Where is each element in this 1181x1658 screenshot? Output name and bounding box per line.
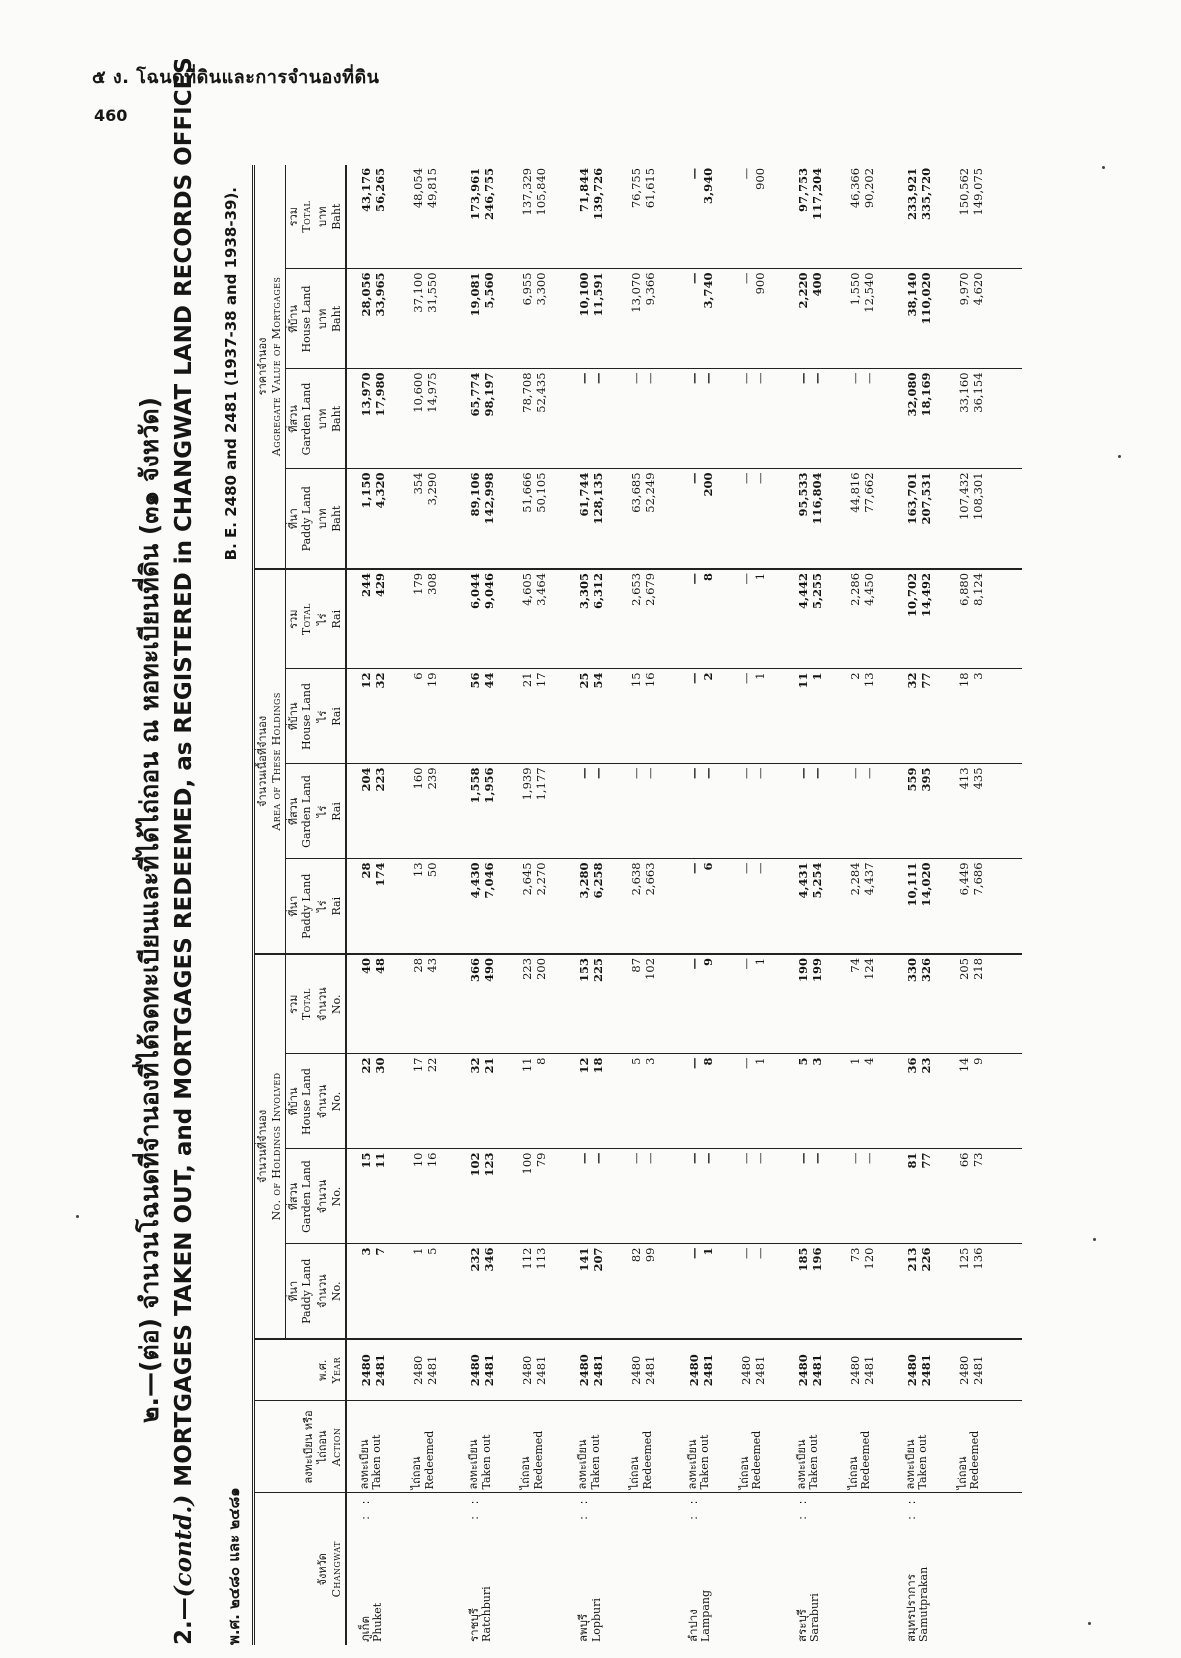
value-total-redeemed: 150,562 149,075 — [956, 165, 1022, 269]
holdings-paddy-taken: 3 7 — [346, 1244, 411, 1339]
holdings-house-taken: — 8 — [675, 1054, 738, 1149]
col-total: รวม Total — [285, 569, 315, 669]
group-value: ราคาจำนอง Aggregate Value of Mortgages — [254, 165, 286, 569]
holdings-total-taken: 40 48 — [346, 954, 411, 1054]
area-paddy-taken: 28 174 — [346, 859, 411, 954]
value-total-taken: — 3,940 — [675, 165, 738, 269]
area-paddy-redeemed: 6,449 7,686 — [956, 859, 1022, 954]
holdings-garden-redeemed: — — — [628, 1149, 674, 1244]
value-paddy-taken: — 200 — [675, 469, 738, 569]
value-house-taken: 19,081 5,560 — [456, 269, 519, 369]
value-garden-taken: — — — [565, 369, 628, 469]
holdings-garden-taken: — — — [675, 1149, 738, 1244]
area-total-redeemed: — 1 — [738, 569, 784, 669]
table-row — [847, 165, 893, 1645]
mortgage-table — [252, 165, 1022, 1645]
scan-speck — [1102, 166, 1105, 169]
value-total-redeemed: 46,366 90,202 — [847, 165, 893, 269]
value-garden-redeemed: 33,160 36,154 — [956, 369, 1022, 469]
area-total-redeemed: 2,653 2,679 — [628, 569, 674, 669]
area-house-redeemed: 18 3 — [956, 669, 1022, 764]
col-paddy: ที่นา Paddy Land — [285, 859, 315, 954]
area-house-redeemed: 15 16 — [628, 669, 674, 764]
area-house-redeemed: 21 17 — [519, 669, 565, 764]
action-redeemed: ไถ่ถอน Redeemed — [956, 1401, 1022, 1493]
changwat-cell: : : ลำปาง Lampang — [685, 1496, 712, 1642]
area-total-taken: — 8 — [675, 569, 738, 669]
title-rest: MORTGAGES TAKEN OUT, and MORTGAGES REDEEMED, as REGISTERED in CHANGWAT LAND RECORDS OFFICES — [171, 57, 197, 1495]
unit-baht: บาท Baht — [315, 269, 346, 369]
value-total-redeemed: 137,329 105,840 — [519, 165, 565, 269]
group-area: จำนวนเนื้อที่จำนอง Area of These Holdings — [254, 569, 286, 954]
value-paddy-taken: 163,701 207,531 — [893, 469, 956, 569]
value-house-taken: 2,220 400 — [784, 269, 847, 369]
holdings-paddy-taken: 213 226 — [893, 1244, 956, 1339]
area-paddy-taken: 3,280 6,258 — [565, 859, 628, 954]
holdings-total-taken: 190 199 — [784, 954, 847, 1054]
holdings-total-redeemed: 87 102 — [628, 954, 674, 1054]
area-paddy-redeemed: 2,638 2,663 — [628, 859, 674, 954]
value-house-redeemed: 1,550 12,540 — [847, 269, 893, 369]
holdings-garden-redeemed: 66 73 — [956, 1149, 1022, 1244]
col-changwat: จังหวัด Changwat — [254, 1493, 346, 1645]
area-house-taken: 56 44 — [456, 669, 519, 764]
holdings-paddy-redeemed: 112 113 — [519, 1244, 565, 1339]
holdings-paddy-taken: 232 346 — [456, 1244, 519, 1339]
table-row — [956, 165, 1022, 1645]
action-redeemed: ไถ่ถอน Redeemed — [519, 1401, 565, 1493]
value-house-taken: 28,056 33,965 — [346, 269, 411, 369]
table-row — [675, 165, 738, 1645]
unit-rai: ไร่ Rai — [315, 569, 346, 669]
value-paddy-taken: 95,533 116,804 — [784, 469, 847, 569]
year-cell: 2480 2481 — [738, 1339, 784, 1401]
area-garden-taken: 204 223 — [346, 764, 411, 859]
holdings-house-redeemed: 1 4 — [847, 1054, 893, 1149]
value-paddy-redeemed: 107,432 108,301 — [956, 469, 1022, 569]
holdings-paddy-redeemed: 125 136 — [956, 1244, 1022, 1339]
value-house-redeemed: 6,955 3,300 — [519, 269, 565, 369]
value-paddy-taken: 1,150 4,320 — [346, 469, 411, 569]
value-total-taken: 43,176 56,265 — [346, 165, 411, 269]
value-paddy-redeemed: — — — [738, 469, 784, 569]
value-house-redeemed: — 900 — [738, 269, 784, 369]
col-paddy: ที่นา Paddy Land — [285, 469, 315, 569]
holdings-garden-taken: — — — [784, 1149, 847, 1244]
year-cell: 2480 2481 — [784, 1339, 847, 1401]
changwat-cell: : : สมุทรปราการ Samutprakan — [903, 1496, 931, 1642]
area-paddy-redeemed: 2,284 4,437 — [847, 859, 893, 954]
holdings-paddy-taken: 185 196 — [784, 1244, 847, 1339]
area-house-taken: 12 32 — [346, 669, 411, 764]
value-paddy-redeemed: 51,666 50,105 — [519, 469, 565, 569]
value-garden-redeemed: 78,708 52,435 — [519, 369, 565, 469]
holdings-house-redeemed: 14 9 — [956, 1054, 1022, 1149]
value-garden-taken: — — — [675, 369, 738, 469]
area-house-taken: 32 77 — [893, 669, 956, 764]
value-total-taken: 97,753 117,204 — [784, 165, 847, 269]
action-taken-out: ลงทะเบียน Taken out — [346, 1401, 411, 1493]
table-row — [410, 165, 456, 1645]
group-holdings: จำนวนที่จำนอง No. of Holdings Involved — [254, 954, 286, 1339]
value-paddy-redeemed: 63,685 52,249 — [628, 469, 674, 569]
value-paddy-redeemed: 44,816 77,662 — [847, 469, 893, 569]
area-paddy-redeemed: 13 50 — [410, 859, 456, 954]
holdings-paddy-redeemed: 82 99 — [628, 1244, 674, 1339]
holdings-total-taken: 330 326 — [893, 954, 956, 1054]
unit-rai: ไร่ Rai — [315, 859, 346, 954]
changwat-cell: : : ราชบุรี Ratchburi — [467, 1496, 494, 1642]
holdings-garden-taken: 81 77 — [893, 1149, 956, 1244]
holdings-paddy-redeemed: 73 120 — [847, 1244, 893, 1339]
area-paddy-redeemed: 2,645 2,270 — [519, 859, 565, 954]
value-total-taken: 71,844 139,726 — [565, 165, 628, 269]
value-garden-taken: 32,080 18,169 — [893, 369, 956, 469]
holdings-total-taken: 153 225 — [565, 954, 628, 1054]
value-house-taken: — 3,740 — [675, 269, 738, 369]
value-paddy-taken: 89,106 142,998 — [456, 469, 519, 569]
value-garden-redeemed: 10,600 14,975 — [410, 369, 456, 469]
changwat-cell: : : สระบุรี Saraburi — [794, 1496, 821, 1642]
table-row — [893, 165, 956, 1645]
year-cell: 2480 2481 — [893, 1339, 956, 1401]
holdings-total-taken: — 9 — [675, 954, 738, 1054]
area-house-redeemed: 2 13 — [847, 669, 893, 764]
value-total-redeemed: — 900 — [738, 165, 784, 269]
col-house: ที่บ้าน House Land — [285, 1054, 315, 1149]
value-total-taken: 233,921 335,720 — [893, 165, 956, 269]
action-taken-out: ลงทะเบียน Taken out — [565, 1401, 628, 1493]
area-total-redeemed: 2,286 4,450 — [847, 569, 893, 669]
table-row — [519, 165, 565, 1645]
scan-speck — [1118, 455, 1121, 458]
holdings-house-taken: 22 30 — [346, 1054, 411, 1149]
area-paddy-taken: 4,431 5,254 — [784, 859, 847, 954]
value-total-redeemed: 48,054 49,815 — [410, 165, 456, 269]
action-taken-out: ลงทะเบียน Taken out — [893, 1401, 956, 1493]
subtitle-english-years: B. E. 2480 and 2481 (1937-38 and 1938-39). — [222, 187, 240, 561]
title-contd: (contd.) — [170, 1494, 197, 1598]
holdings-total-redeemed: 223 200 — [519, 954, 565, 1054]
value-garden-taken: 13,970 17,980 — [346, 369, 411, 469]
col-house: ที่บ้าน House Land — [285, 269, 315, 369]
col-paddy: ที่นา Paddy Land — [285, 1244, 315, 1339]
holdings-garden-taken: 15 11 — [346, 1149, 411, 1244]
value-garden-redeemed: — — — [628, 369, 674, 469]
area-total-taken: 244 429 — [346, 569, 411, 669]
holdings-total-redeemed: 205 218 — [956, 954, 1022, 1054]
area-paddy-taken: 4,430 7,046 — [456, 859, 519, 954]
holdings-garden-taken: 102 123 — [456, 1149, 519, 1244]
year-cell: 2480 2481 — [628, 1339, 674, 1401]
value-house-taken: 38,140 110,020 — [893, 269, 956, 369]
area-garden-taken: 1,558 1,956 — [456, 764, 519, 859]
action-redeemed: ไถ่ถอน Redeemed — [410, 1401, 456, 1493]
page-number: 460 — [94, 106, 128, 125]
year-cell: 2480 2481 — [847, 1339, 893, 1401]
value-house-taken: 10,100 11,591 — [565, 269, 628, 369]
holdings-house-redeemed: — 1 — [738, 1054, 784, 1149]
year-cell: 2480 2481 — [956, 1339, 1022, 1401]
col-house: ที่บ้าน House Land — [285, 669, 315, 764]
area-total-taken: 10,702 14,492 — [893, 569, 956, 669]
holdings-garden-redeemed: 100 79 — [519, 1149, 565, 1244]
changwat-cell: : : ลพบุรี Lopburi — [576, 1496, 603, 1642]
area-total-taken: 4,442 5,255 — [784, 569, 847, 669]
running-head: ๕ ง. โฉนดที่ดินและการจำนองที่ดิน — [92, 67, 380, 88]
col-action: ลงทะเบียน หรือ ไถ่ถอน Action — [254, 1401, 346, 1493]
area-garden-redeemed: — — — [847, 764, 893, 859]
area-total-redeemed: 4,605 3,464 — [519, 569, 565, 669]
holdings-house-taken: 12 18 — [565, 1054, 628, 1149]
year-cell: 2480 2481 — [346, 1339, 411, 1401]
year-cell: 2480 2481 — [675, 1339, 738, 1401]
unit-rai: ไร่ Rai — [315, 764, 346, 859]
table-title-english — [170, 57, 197, 1645]
value-garden-redeemed: — — — [738, 369, 784, 469]
area-house-taken: — 2 — [675, 669, 738, 764]
unit-no: จำนวน No. — [315, 1054, 346, 1149]
subtitle-thai-years: พ.ศ. ๒๔๘๐ และ ๒๔๘๑ — [225, 1487, 243, 1645]
area-house-redeemed: — 1 — [738, 669, 784, 764]
area-garden-redeemed: 160 239 — [410, 764, 456, 859]
table-body — [346, 165, 1023, 1645]
col-year: พ.ศ. Year — [254, 1339, 346, 1401]
col-total: รวม Total — [285, 165, 315, 269]
holdings-paddy-redeemed: — — — [738, 1244, 784, 1339]
holdings-house-taken: 36 23 — [893, 1054, 956, 1149]
value-garden-redeemed: — — — [847, 369, 893, 469]
area-garden-taken: — — — [565, 764, 628, 859]
holdings-house-redeemed: 5 3 — [628, 1054, 674, 1149]
holdings-total-redeemed: 74 124 — [847, 954, 893, 1054]
area-paddy-redeemed: — — — [738, 859, 784, 954]
holdings-paddy-redeemed: 1 5 — [410, 1244, 456, 1339]
scan-speck — [76, 1215, 79, 1218]
area-total-redeemed: 6,880 8,124 — [956, 569, 1022, 669]
unit-rai: ไร่ Rai — [315, 669, 346, 764]
value-garden-taken: — — — [784, 369, 847, 469]
unit-no: จำนวน No. — [315, 954, 346, 1054]
value-total-redeemed: 76,755 61,615 — [628, 165, 674, 269]
col-garden: ที่สวน Garden Land — [285, 1149, 315, 1244]
area-paddy-taken: 10,111 14,020 — [893, 859, 956, 954]
title-prefix: 2.— — [171, 1597, 197, 1645]
area-paddy-taken: — 6 — [675, 859, 738, 954]
value-paddy-taken: 61,744 128,135 — [565, 469, 628, 569]
holdings-garden-redeemed: 10 16 — [410, 1149, 456, 1244]
changwat-cell: : : ภูเก็ต Phuket — [357, 1496, 384, 1642]
year-cell: 2480 2481 — [519, 1339, 565, 1401]
table-title-thai: ๒.—(ต่อ) จำนวนโฉนดที่จำนองที่ได้จดทะเบียนและที่ได้ไถ่ถอน ณ หอทะเบียนที่ดิน (๓๑ จังหวัด) — [135, 396, 164, 1424]
area-total-redeemed: 179 308 — [410, 569, 456, 669]
col-total: รวม Total — [285, 954, 315, 1054]
holdings-total-redeemed: 28 43 — [410, 954, 456, 1054]
holdings-paddy-taken: 141 207 — [565, 1244, 628, 1339]
unit-no: จำนวน No. — [315, 1244, 346, 1339]
unit-baht: บาท Baht — [315, 469, 346, 569]
area-garden-redeemed: — — — [628, 764, 674, 859]
table-row — [738, 165, 784, 1645]
area-garden-redeemed: — — — [738, 764, 784, 859]
holdings-garden-redeemed: — — — [738, 1149, 784, 1244]
holdings-house-redeemed: 17 22 — [410, 1054, 456, 1149]
holdings-house-redeemed: 11 8 — [519, 1054, 565, 1149]
scan-speck — [1093, 1238, 1096, 1241]
action-taken-out: ลงทะเบียน Taken out — [456, 1401, 519, 1493]
holdings-garden-taken: — — — [565, 1149, 628, 1244]
scan-speck — [1088, 1622, 1091, 1625]
holdings-total-redeemed: — 1 — [738, 954, 784, 1054]
col-garden: ที่สวน Garden Land — [285, 369, 315, 469]
table-row — [456, 165, 519, 1645]
area-garden-taken: — — — [675, 764, 738, 859]
table-row — [346, 165, 411, 1645]
action-redeemed: ไถ่ถอน Redeemed — [628, 1401, 674, 1493]
action-taken-out: ลงทะเบียน Taken out — [675, 1401, 738, 1493]
area-garden-taken: — — — [784, 764, 847, 859]
holdings-garden-redeemed: — — — [847, 1149, 893, 1244]
area-house-redeemed: 6 19 — [410, 669, 456, 764]
area-garden-redeemed: 1,939 1,177 — [519, 764, 565, 859]
table-row — [784, 165, 847, 1645]
value-house-redeemed: 37,100 31,550 — [410, 269, 456, 369]
holdings-house-taken: 5 3 — [784, 1054, 847, 1149]
col-garden: ที่สวน Garden Land — [285, 764, 315, 859]
holdings-total-taken: 366 490 — [456, 954, 519, 1054]
value-total-taken: 173,961 246,755 — [456, 165, 519, 269]
area-house-taken: 11 1 — [784, 669, 847, 764]
table-row — [565, 165, 628, 1645]
value-house-redeemed: 13,070 9,366 — [628, 269, 674, 369]
area-house-taken: 25 54 — [565, 669, 628, 764]
action-taken-out: ลงทะเบียน Taken out — [784, 1401, 847, 1493]
year-cell: 2480 2481 — [456, 1339, 519, 1401]
year-cell: 2480 2481 — [565, 1339, 628, 1401]
year-cell: 2480 2481 — [410, 1339, 456, 1401]
area-garden-taken: 559 395 — [893, 764, 956, 859]
unit-baht: บาท Baht — [315, 369, 346, 469]
area-garden-redeemed: 413 435 — [956, 764, 1022, 859]
action-redeemed: ไถ่ถอน Redeemed — [738, 1401, 784, 1493]
unit-baht: บาท Baht — [315, 165, 346, 269]
area-total-taken: 3,305 6,312 — [565, 569, 628, 669]
holdings-house-taken: 32 21 — [456, 1054, 519, 1149]
holdings-paddy-taken: — 1 — [675, 1244, 738, 1339]
value-paddy-redeemed: 354 3,290 — [410, 469, 456, 569]
table-row — [628, 165, 674, 1645]
value-garden-taken: 65,774 98,197 — [456, 369, 519, 469]
area-total-taken: 6,044 9,046 — [456, 569, 519, 669]
value-house-redeemed: 9,970 4,620 — [956, 269, 1022, 369]
unit-no: จำนวน No. — [315, 1149, 346, 1244]
action-redeemed: ไถ่ถอน Redeemed — [847, 1401, 893, 1493]
